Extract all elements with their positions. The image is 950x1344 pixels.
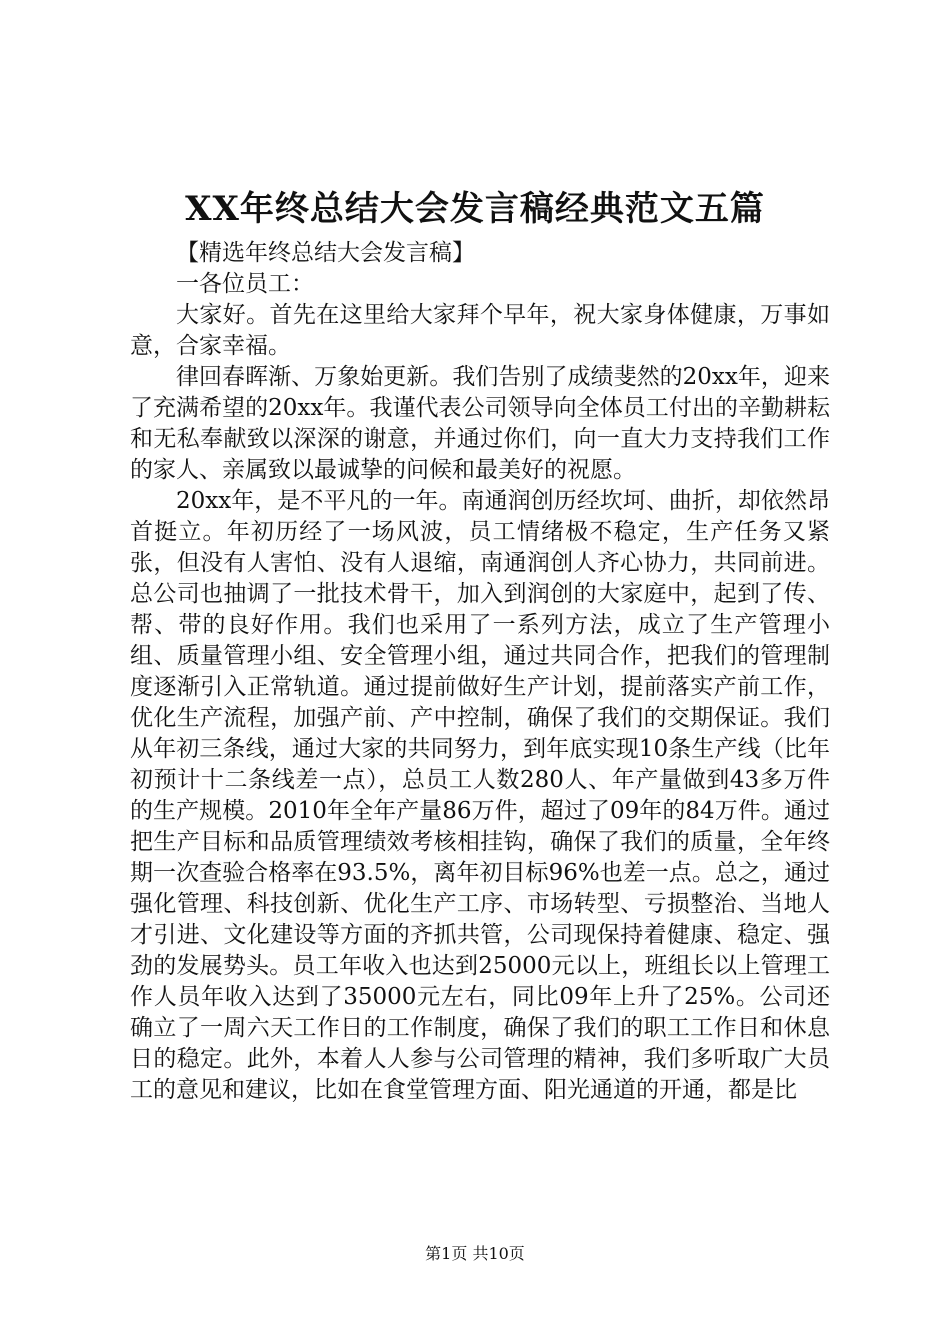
salutation: 一各位员工： [176,271,314,297]
document-title: XX年终总结大会发言稿经典范文五篇 [185,189,765,229]
paragraph: 大家好。首先在这里给大家拜个早年，祝大家身体健康，万事如意，合家幸福。 [130,302,830,359]
paragraph: 20xx年，是不平凡的一年。南通润创历经坎坷、曲折，却依然昂首挺立。年初历经了一场风波，员工情绪极不稳定，生产任务又紧张，但没有人害怕、没有人退缩，南通润创人齐心协力，共同前进。总公司也抽调了一批技术骨干，加入到润创的大家庭中，起到了传、帮、带的良好作用。我们也采用了一系列方法，成立了生产管理小组、质量管理小组、安全管理小组，通过共同合作，把我们的管理制度逐渐引入正常轨道。通过提前做好生产计划，提前落实产前工作，优化生产流程，加强产前、产中控制，确保了我们的交期保证。我们从年初三条线，通过大家的共同努力，到年底实现10条生产线（比年初预计十二条线差一点），总员工人数280人、年产量做到43多万件的生产规模。2010年全年产量86万件，超过了09年的84万件。通过把生产目标和品质管理绩效考核相挂钩，确保了我们的质量，全年终期一次查验合格率在93.5%，离年初目标96%也差一点。总之，通过强化管理、科技创新、优化生产工序、市场转型、亏损整治、当地人才引进、文化建设等方面的齐抓共管，公司现保持着健康、稳定、强劲的发展势头。员工年收入也达到25000元以上，班组长以上管理工作人员年收入达到了35000元左右，同比09年上升了25%。公司还确立了一周六天工作日的工作制度，确保了我们的职工工作日和休息日的稳定。此外，本着人人参与公司管理的精神，我们多听取广大员工的意见和建议，比如在食堂管理方面、阳光通道的开通，都是比 [130,488,830,1103]
paragraph: 律回春晖渐、万象始更新。我们告别了成绩斐然的20xx年，迎来了充满希望的20xx年。我谨代表公司领导向全体员工付出的辛勤耕耘和无私奉献致以深深的谢意，并通过你们，向一直大力支持我们工作的家人、亲属致以最诚挚的问候和最美好的祝愿。 [130,364,830,483]
document-body [130,238,830,1106]
page-number: 第1页 共10页 [425,1244,525,1263]
section-heading: 【精选年终总结大会发言稿】 [176,240,475,266]
